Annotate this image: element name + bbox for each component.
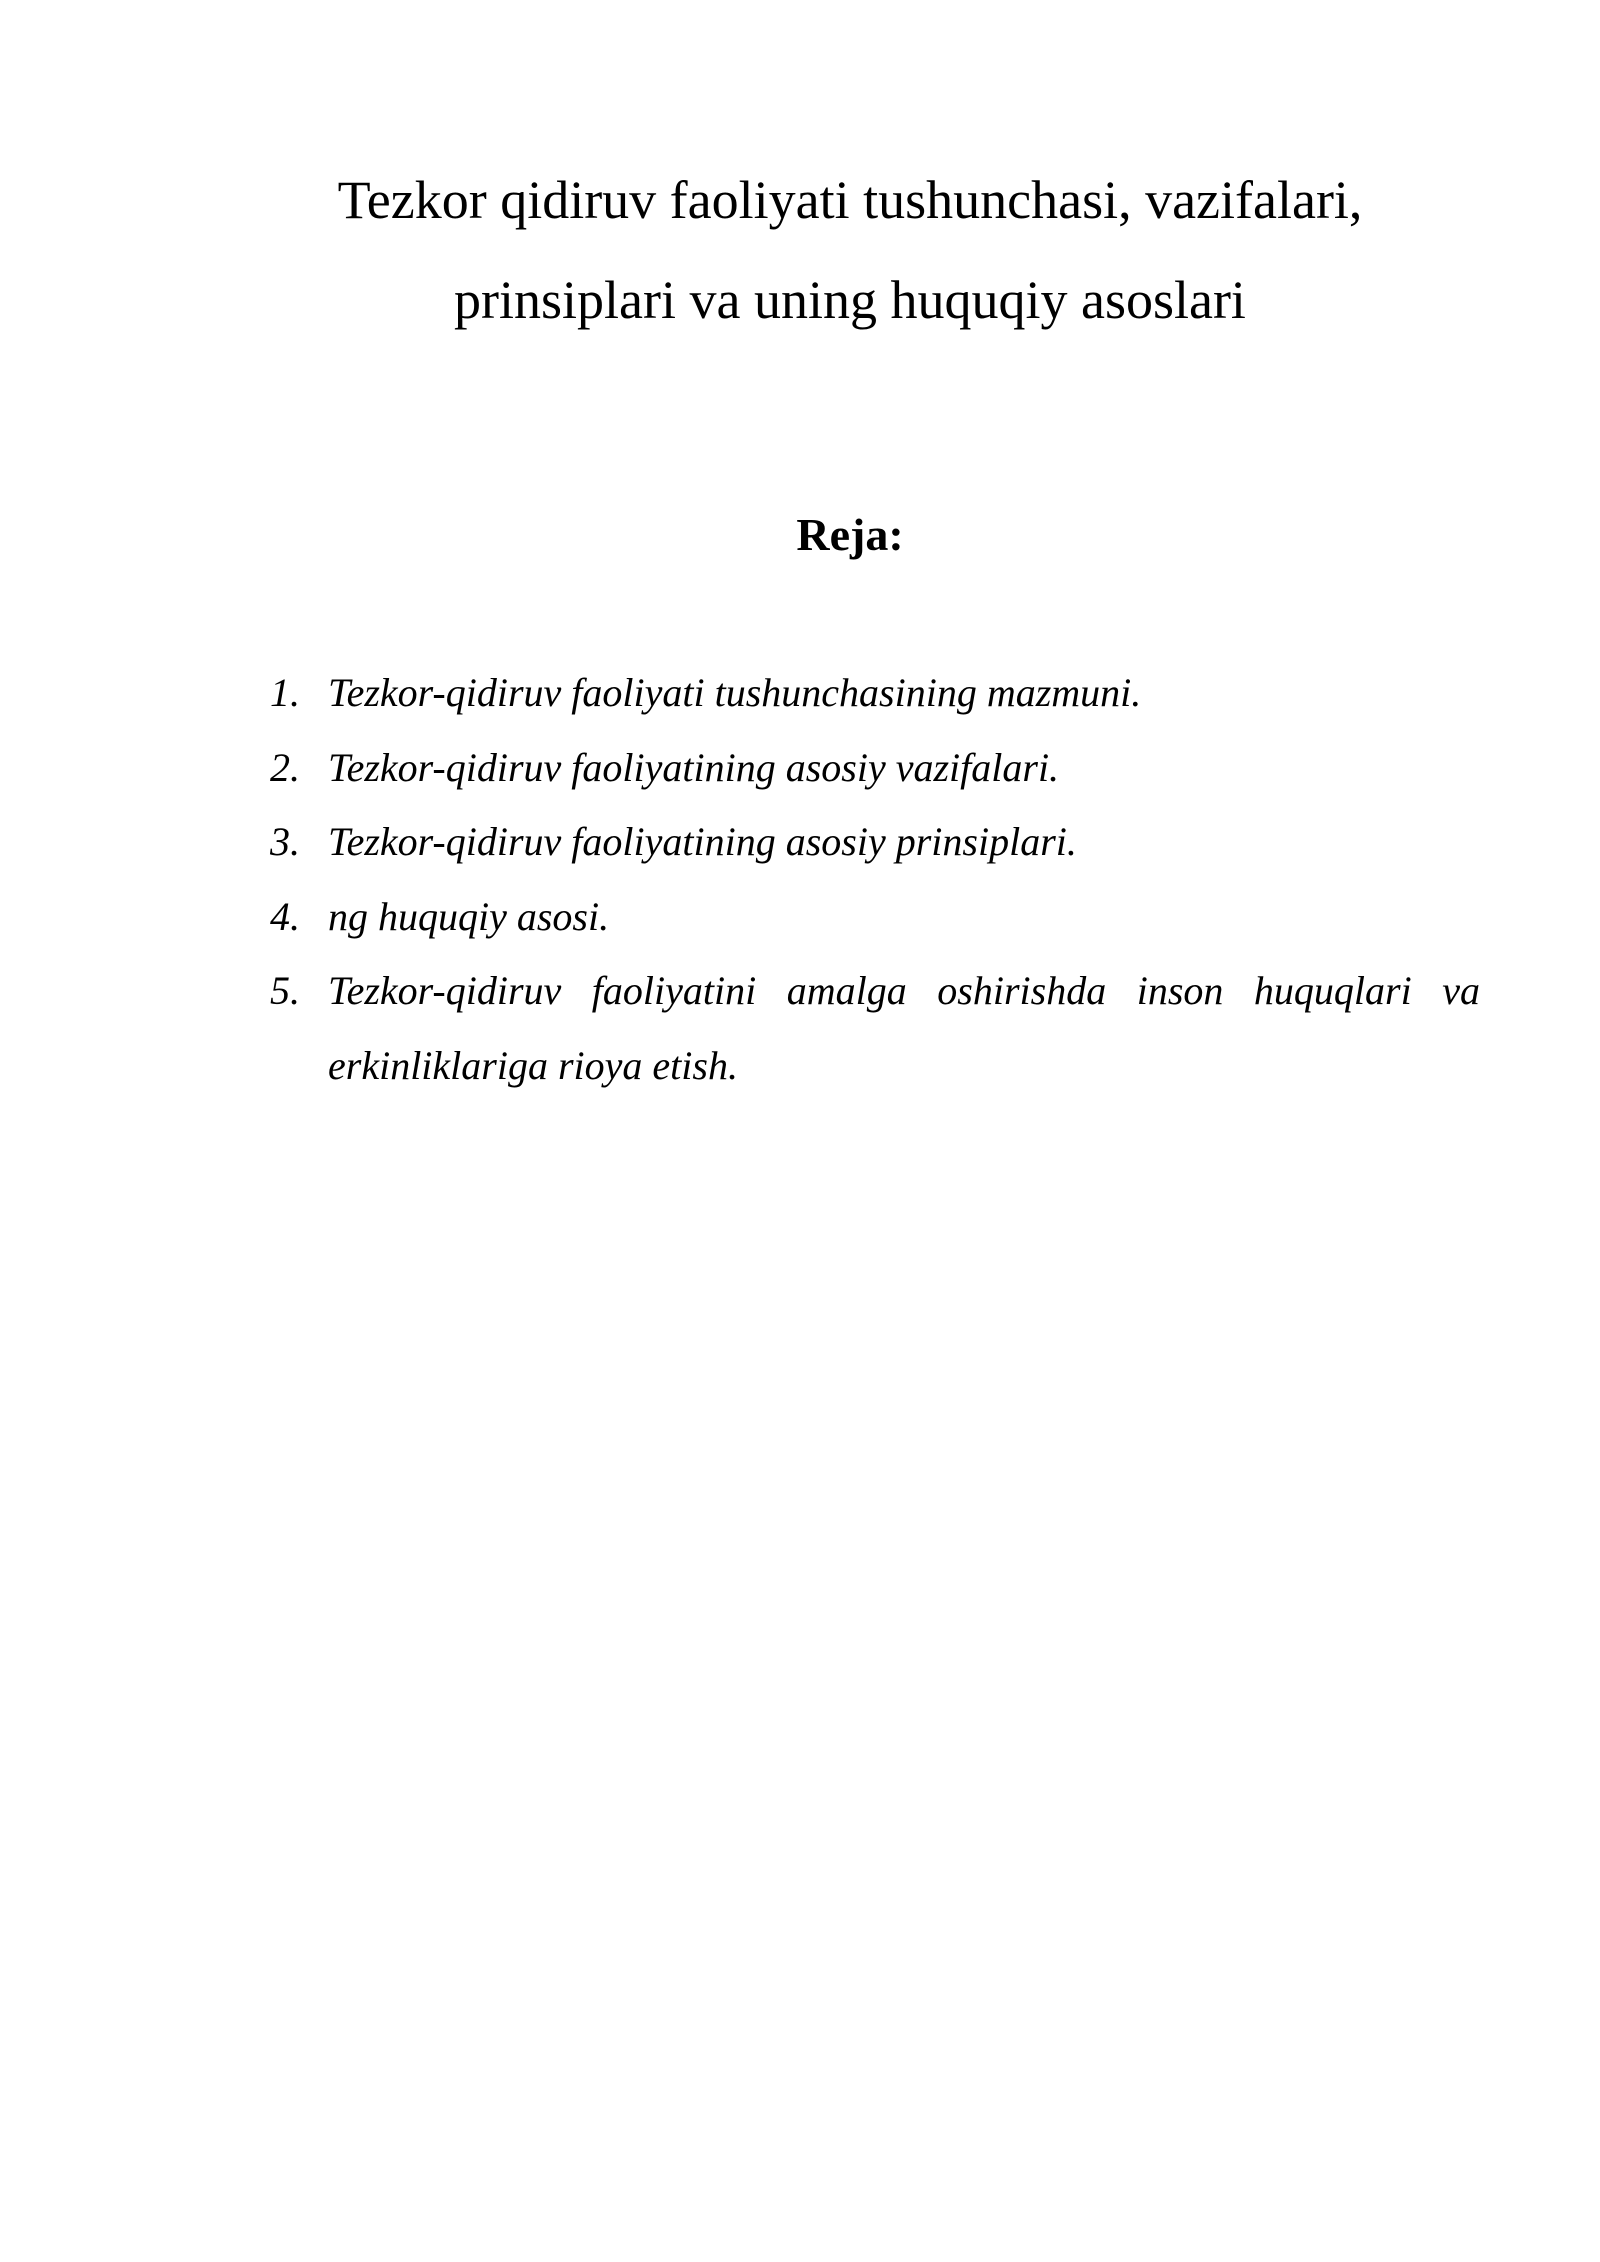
plan-item-number: 4.	[270, 893, 300, 939]
plan-item-text-line-2: erkinliklariga rioya etish.	[328, 1042, 738, 1088]
plan-item-1	[270, 656, 1480, 731]
plan-item-3	[270, 805, 1480, 880]
plan-item-5	[270, 954, 1480, 1103]
plan-item-4	[270, 880, 1480, 955]
plan-item-2	[270, 731, 1480, 806]
plan-item-text: ng huquqiy asosi.	[328, 893, 610, 939]
plan-item-number: 1.	[270, 670, 300, 715]
plan-item-text: Tezkor-qidiruv faoliyati tushunchasining mazmuni.	[328, 670, 1142, 715]
title-line-2: prinsiplari va uning huquqiy asoslari	[454, 270, 1246, 330]
plan-heading: Reja:	[796, 509, 904, 560]
plan-item-text-line-1: Tezkor-qidiruv faoliyatini amalga oshirishda inson huquqlari va	[328, 968, 1480, 1013]
plan-item-text: Tezkor-qidiruv faoliyatining asosiy vazifalari.	[328, 744, 1060, 790]
title-line-1: Tezkor qidiruv faoliyati tushunchasi, vazifalari,	[337, 170, 1363, 230]
plan-list	[270, 656, 1480, 1103]
plan-item-number: 2.	[270, 744, 300, 790]
document-title	[230, 150, 1470, 350]
plan-item-number: 3.	[270, 819, 300, 864]
plan-item-text: Tezkor-qidiruv faoliyatining asosiy prinsiplari.	[328, 819, 1077, 864]
plan-item-number: 5.	[270, 968, 300, 1013]
